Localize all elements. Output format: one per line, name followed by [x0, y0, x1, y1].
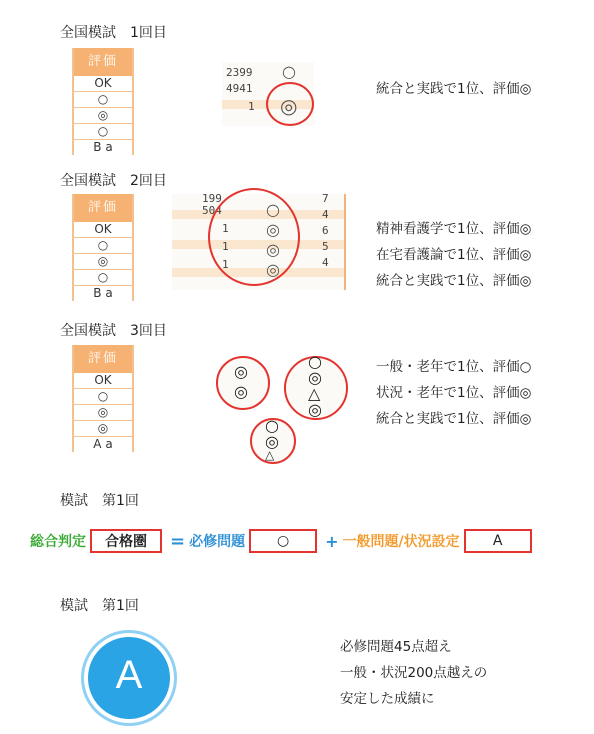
scan-number: 4 — [322, 208, 329, 221]
section2-title: 全国模試 2回目 — [60, 173, 167, 189]
scan-mark: ◎ — [280, 94, 298, 118]
answer-scan-1 — [222, 62, 314, 126]
scan-mark: ○ — [265, 416, 279, 435]
score-card-row: ○ — [74, 124, 132, 140]
scan-number: 504 — [202, 204, 222, 217]
score-card-row: ○ — [74, 270, 132, 286]
highlight-circle — [266, 82, 314, 126]
notes-3 — [376, 354, 531, 432]
section1-title: 全国模試 1回目 — [60, 25, 167, 41]
grade-letter: A — [115, 653, 143, 697]
scan-mark: △ — [308, 384, 321, 403]
general-label: 一般問題/状況設定 — [342, 534, 460, 550]
note-line: 統合と実践で1位、評価◎ — [376, 81, 532, 97]
highlight-circle — [250, 418, 296, 464]
scan-number: 1 — [222, 258, 229, 271]
score-card-row: ◎ — [74, 405, 132, 421]
scan-mark: ◎ — [234, 382, 248, 401]
score-card-1 — [72, 48, 134, 155]
note-line: 必修問題45点超え — [340, 639, 452, 655]
scan-number: 199 — [202, 192, 222, 205]
scan-number: 1 — [222, 240, 229, 253]
scan-mark: ○ — [266, 200, 280, 219]
scan-mark: ◎ — [265, 432, 279, 451]
score-card-row: B a — [93, 286, 113, 300]
scan-number: 5 — [322, 240, 329, 253]
scan-number: 6 — [322, 224, 329, 237]
score-card-3 — [72, 345, 134, 452]
note-line: 一般・老年で1位、評価○ — [376, 359, 532, 375]
total-judgement-label: 総合判定 — [30, 534, 86, 550]
mock2-title: 模試 第1回 — [60, 598, 139, 614]
scan-mark: ◎ — [234, 362, 248, 381]
scan-number: 2399 — [226, 66, 253, 79]
score-card-row: A a — [93, 437, 113, 451]
scan-mark: ○ — [308, 352, 322, 371]
score-card-row: ◎ — [74, 108, 132, 124]
score-card-row: ○ — [74, 92, 132, 108]
plus-sign: + — [325, 531, 339, 551]
scan-number: 1 — [248, 100, 255, 113]
required-label: 必修問題 — [189, 534, 246, 550]
highlight-circle — [284, 352, 348, 420]
highlight-circle — [216, 356, 270, 410]
notes-2 — [376, 216, 531, 294]
score-card-row: OK — [74, 373, 132, 389]
scan-mark: ◎ — [308, 400, 322, 419]
scan-number: 1 — [222, 222, 229, 235]
scan-mark: ○ — [282, 62, 296, 81]
score-card-row: B a — [93, 140, 113, 154]
judgement-formula — [30, 528, 536, 554]
note-line: 統合と実践で1位、評価◎ — [376, 273, 532, 289]
score-card-row: OK — [74, 76, 132, 92]
note-line: 精神看護学で1位、評価◎ — [376, 221, 532, 237]
score-card-row: ○ — [74, 389, 132, 405]
note-line: 状況・老年で1位、評価◎ — [376, 385, 532, 401]
general-value: A — [464, 529, 532, 553]
scan-number: 7 — [322, 192, 329, 205]
equals-sign: = — [170, 530, 186, 552]
score-card-row: ○ — [74, 238, 132, 254]
scan-mark: △ — [265, 448, 275, 462]
answer-scan-2 — [172, 194, 346, 290]
note-line: 安定した成績に — [340, 691, 435, 707]
scan-mark: ◎ — [308, 368, 322, 387]
notes-1 — [376, 76, 531, 102]
total-judgement-value: 合格圏 — [90, 529, 162, 553]
note-line: 一般・状況200点越えの — [340, 665, 488, 681]
scan-number: 4941 — [226, 82, 253, 95]
score-card-row: OK — [74, 222, 132, 238]
mock1-title: 模試 第1回 — [60, 493, 139, 509]
note-line: 在宅看護論で1位、評価◎ — [376, 247, 532, 263]
score-card-header: 評価 — [74, 194, 132, 222]
grade-badge — [88, 637, 170, 719]
section3-title: 全国模試 3回目 — [60, 323, 167, 339]
notes-mock2 — [340, 634, 487, 712]
score-card-2 — [72, 194, 134, 301]
required-value: ○ — [249, 529, 317, 553]
scan-number: 4 — [322, 256, 329, 269]
score-card-row: ◎ — [74, 254, 132, 270]
note-line: 統合と実践で1位、評価◎ — [376, 411, 532, 427]
score-card-row: ◎ — [74, 421, 132, 437]
highlight-circle — [208, 188, 300, 286]
scan-mark: ◎ — [266, 240, 280, 259]
scan-mark: ◎ — [266, 220, 280, 239]
score-card-header: 評価 — [74, 345, 132, 373]
scan-mark: ◎ — [266, 260, 280, 279]
score-card-header: 評価 — [74, 48, 132, 76]
